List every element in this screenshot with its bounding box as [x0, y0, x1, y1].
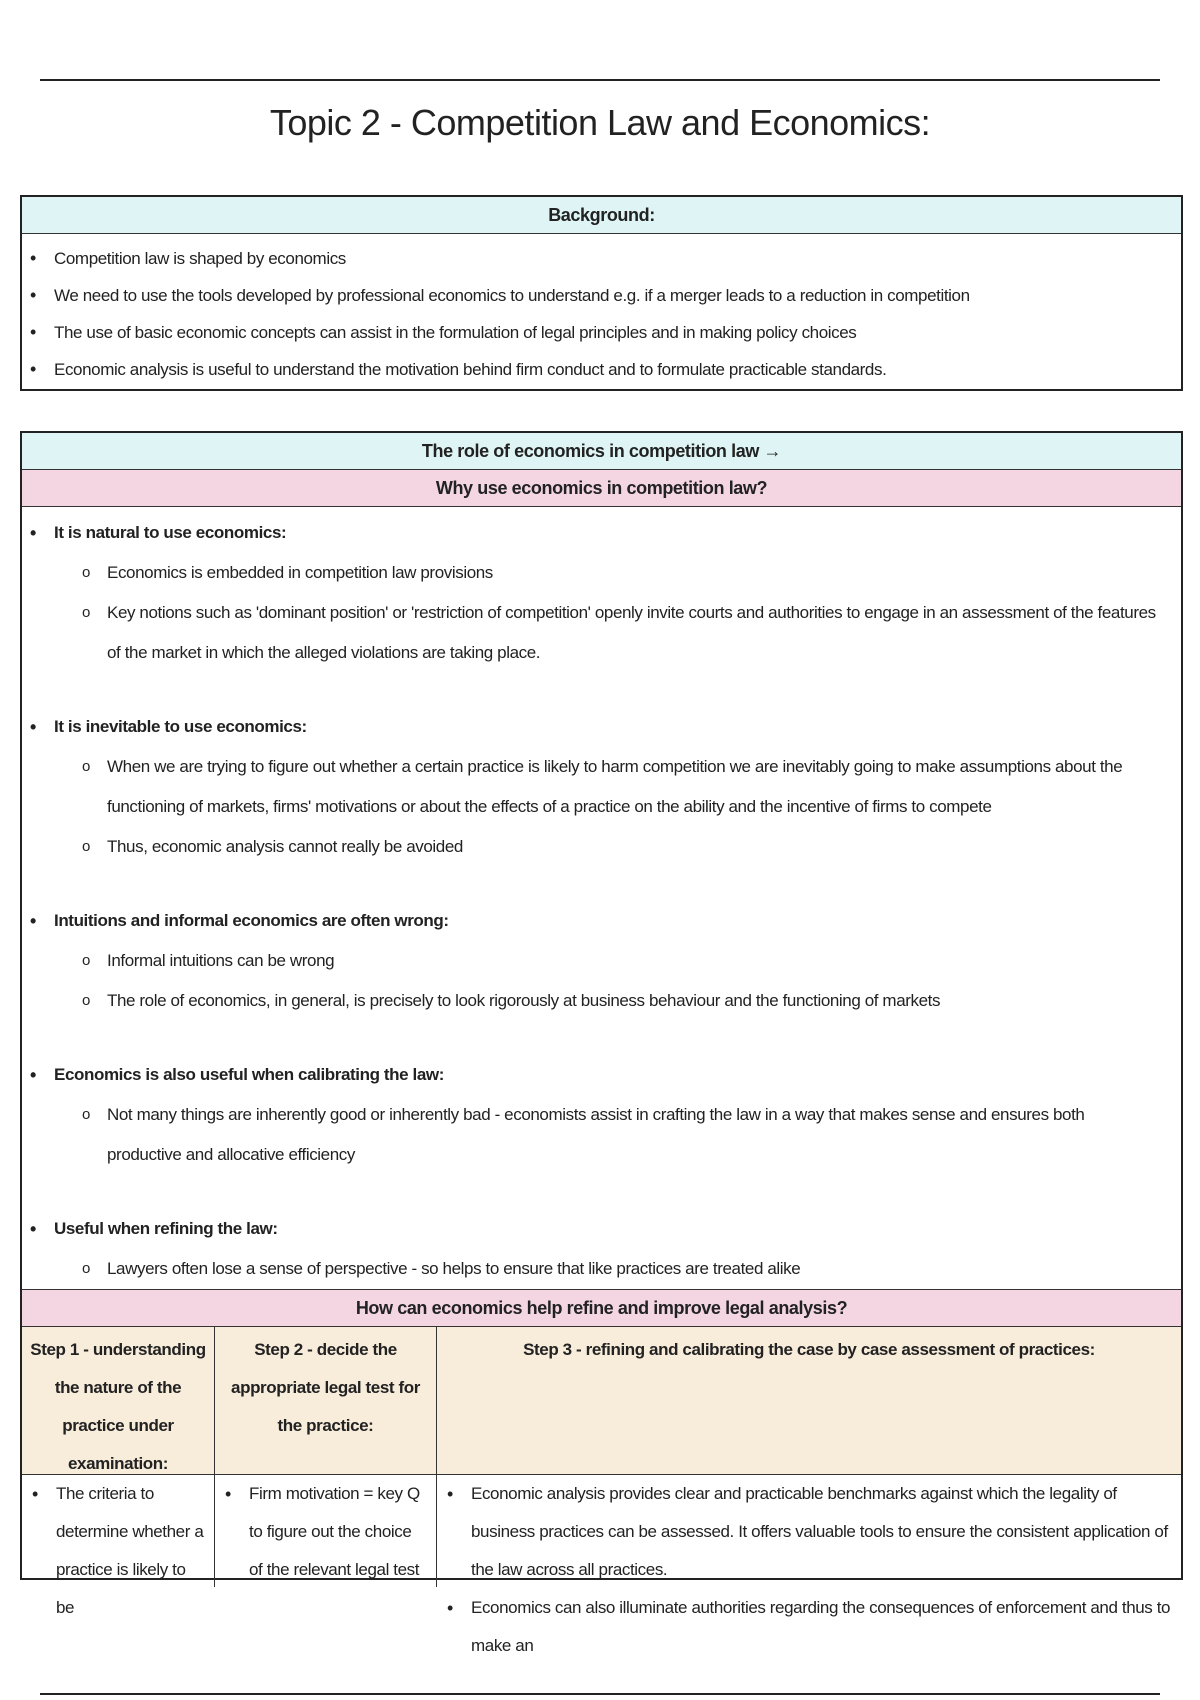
- list-item: • Economics can also illuminate authorities regarding the consequences of enforcement and thus to make an: [437, 1589, 1181, 1665]
- section-refining: [22, 1209, 1181, 1289]
- background-list: [22, 234, 1181, 388]
- sub-item: o Informal intuitions can be wrong: [22, 941, 1181, 981]
- list-item: • We need to use the tools developed by professional economics to understand e.g. if a merger leads to a reduction in competition: [22, 277, 1181, 314]
- section-heading: • It is natural to use economics:: [22, 513, 1181, 553]
- list-item: • Economic analysis provides clear and practicable benchmarks against which the legality of business practices can be assessed. It offers valuable tools to ensure the consistent application of the law across all practices.: [437, 1475, 1181, 1589]
- sub-item: o Key notions such as 'dominant position' or 'restriction of competition' openly invite courts and authorities to engage in an assessment of the features of the market in which the alleged violations are taking place.: [22, 593, 1181, 673]
- section-heading: • It is inevitable to use economics:: [22, 707, 1181, 747]
- sub-item: o Thus, economic analysis cannot really be avoided: [22, 827, 1181, 867]
- steps-table: [22, 1327, 1181, 1655]
- step1-heading: Step 1 - understanding the nature of the practice under examination:: [22, 1327, 215, 1475]
- sub-item: o Economics is embedded in competition law provisions: [22, 553, 1181, 593]
- step1-content: [22, 1475, 215, 1617]
- section-natural: [22, 513, 1181, 673]
- how-heading: How can economics help refine and improve legal analysis?: [22, 1289, 1181, 1327]
- step3-content: [437, 1475, 1181, 1655]
- section-intuitions: [22, 901, 1181, 1021]
- why-heading: Why use economics in competition law?: [22, 470, 1181, 507]
- sub-item: o Not many things are inherently good or inherently bad - economists assist in crafting the law in a way that makes sense and ensures both productive and allocative efficiency: [22, 1095, 1181, 1175]
- section-inevitable: [22, 707, 1181, 867]
- section-heading: • Useful when refining the law:: [22, 1209, 1181, 1249]
- sub-item: o When we are trying to figure out whether a certain practice is likely to harm competition we are inevitably going to make assumptions about the functioning of markets, firms' motivations or about the effects of a practice on the ability and the incentive of firms to compete: [22, 747, 1181, 827]
- list-item: • Economic analysis is useful to understand the motivation behind firm conduct and to formulate practicable standards.: [22, 351, 1181, 388]
- list-item: • Firm motivation = key Q to figure out the choice of the relevant legal test: [215, 1475, 436, 1589]
- why-sections: [22, 507, 1181, 1289]
- step2-heading: Step 2 - decide the appropriate legal test for the practice:: [215, 1327, 437, 1475]
- step2-content: [215, 1475, 437, 1587]
- step3-heading: Step 3 - refining and calibrating the case by case assessment of practices:: [437, 1327, 1181, 1475]
- list-item: • The criteria to determine whether a practice is likely to be: [22, 1475, 214, 1627]
- list-item: • Competition law is shaped by economics: [22, 240, 1181, 277]
- section-heading: • Economics is also useful when calibrating the law:: [22, 1055, 1181, 1095]
- top-rule: [40, 79, 1160, 81]
- role-box: [20, 431, 1183, 1655]
- sub-item: o The role of economics, in general, is precisely to look rigorously at business behaviour and the functioning of markets: [22, 981, 1181, 1021]
- sub-item: o Lawyers often lose a sense of perspective - so helps to ensure that like practices are treated alike: [22, 1249, 1181, 1289]
- background-box: [20, 195, 1183, 391]
- list-item: • The use of basic economic concepts can assist in the formulation of legal principles and in making policy choices: [22, 314, 1181, 351]
- section-calibrating: [22, 1055, 1181, 1175]
- section-heading: • Intuitions and informal economics are often wrong:: [22, 901, 1181, 941]
- role-heading: The role of economics in competition law →: [22, 433, 1181, 470]
- background-heading: Background:: [22, 197, 1181, 234]
- page-title: Topic 2 - Competition Law and Economics:: [269, 102, 931, 143]
- bottom-rule: [40, 1693, 1160, 1695]
